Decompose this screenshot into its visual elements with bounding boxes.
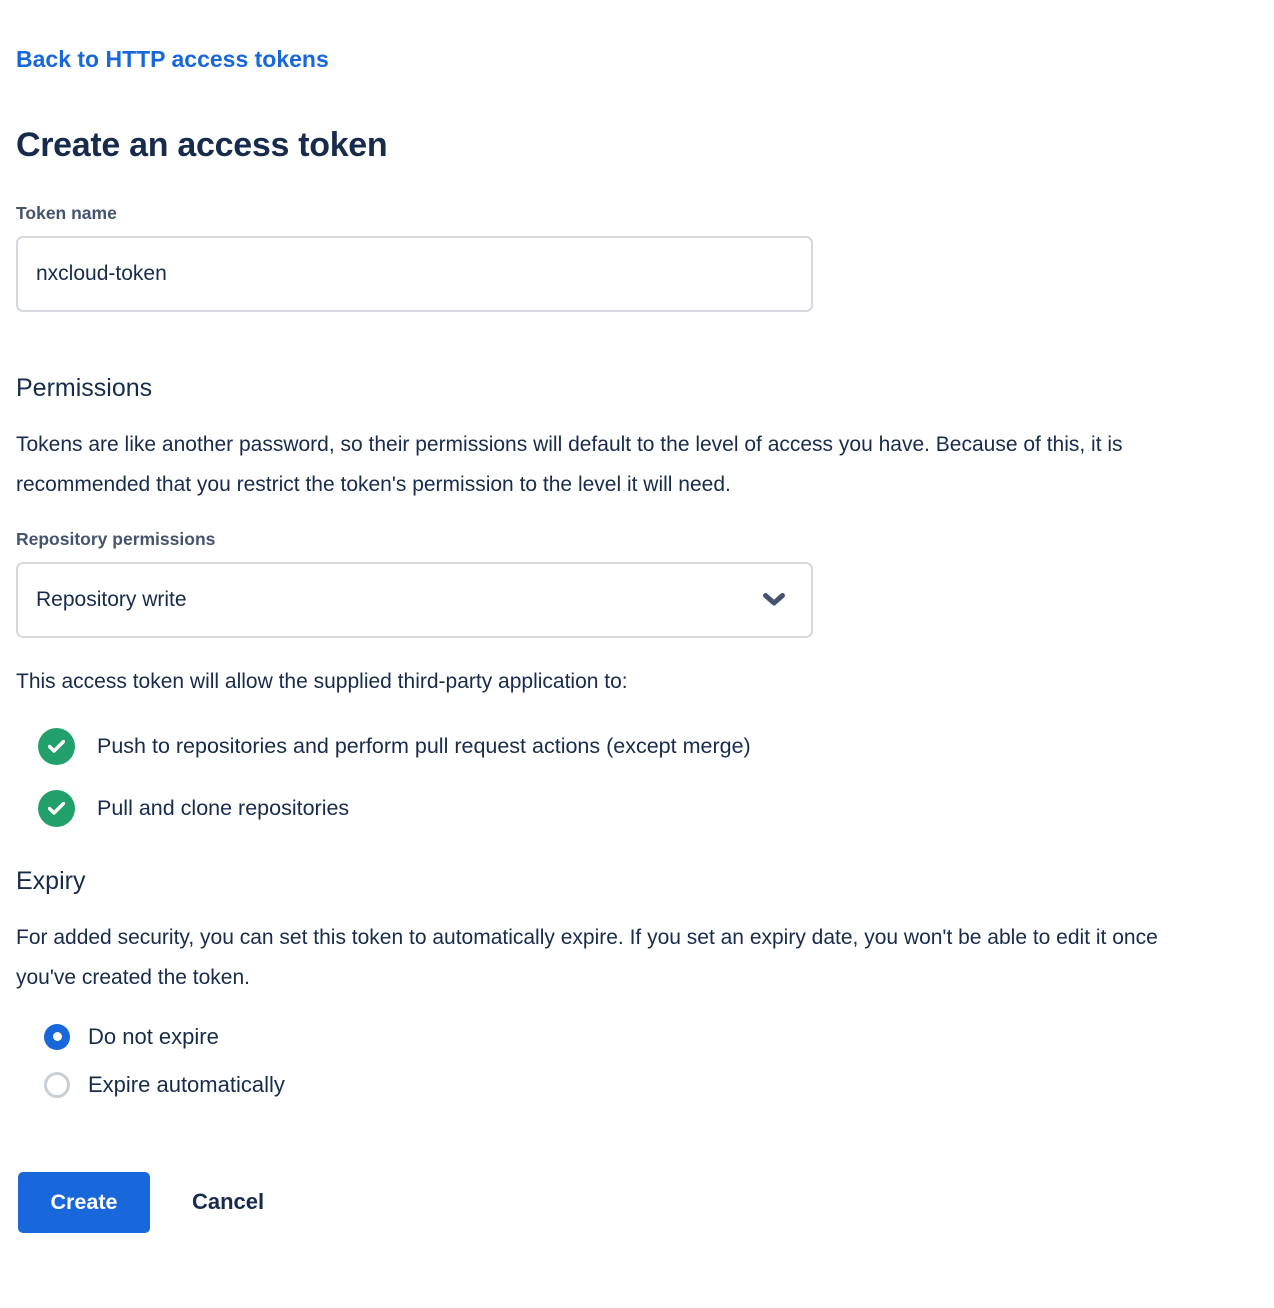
list-item — [38, 790, 1258, 827]
form-actions — [16, 1172, 1258, 1233]
chevron-down-icon — [763, 593, 785, 607]
expiry-description: For added security, you can set this token to automatically expire. If you set an expiry date, you won't be able to edit it once you've created the token. — [16, 925, 1158, 989]
radio-label: Do not expire — [88, 1023, 219, 1049]
capability-list — [16, 728, 1258, 827]
expiry-section — [16, 867, 1258, 1098]
capability-text: Push to repositories and perform pull request actions (except merge) — [97, 733, 751, 758]
radio-do-not-expire[interactable] — [44, 1024, 1258, 1050]
radio-expire-automatically[interactable] — [44, 1072, 1258, 1098]
radio-unselected-icon[interactable] — [44, 1072, 70, 1098]
radio-label: Expire automatically — [88, 1071, 285, 1097]
check-icon — [38, 790, 75, 827]
page-title: Create an access token — [16, 125, 388, 164]
radio-selected-icon[interactable] — [44, 1024, 70, 1050]
check-icon — [38, 728, 75, 765]
repository-permissions-selected-value: Repository write — [36, 587, 187, 611]
back-to-http-access-tokens-link[interactable]: Back to HTTP access tokens — [16, 46, 329, 72]
token-name-input[interactable] — [16, 236, 813, 312]
list-item — [38, 728, 1258, 765]
permissions-description: Tokens are like another password, so their permissions will default to the level of access you have. Because of this, it is recommended that you restrict the token's permission to the level it will need. — [16, 432, 1123, 496]
cancel-button[interactable]: Cancel — [192, 1189, 265, 1215]
expiry-radio-group — [16, 1024, 1258, 1098]
permissions-heading: Permissions — [16, 373, 153, 402]
expiry-heading: Expiry — [16, 866, 86, 895]
create-button[interactable]: Create — [18, 1172, 150, 1233]
allow-intro-text: This access token will allow the supplied third-party application to: — [16, 669, 628, 693]
repository-permissions-select[interactable] — [16, 562, 813, 638]
repository-permissions-label: Repository permissions — [16, 528, 216, 549]
capability-text: Pull and clone repositories — [97, 795, 350, 820]
token-name-label: Token name — [16, 202, 117, 223]
